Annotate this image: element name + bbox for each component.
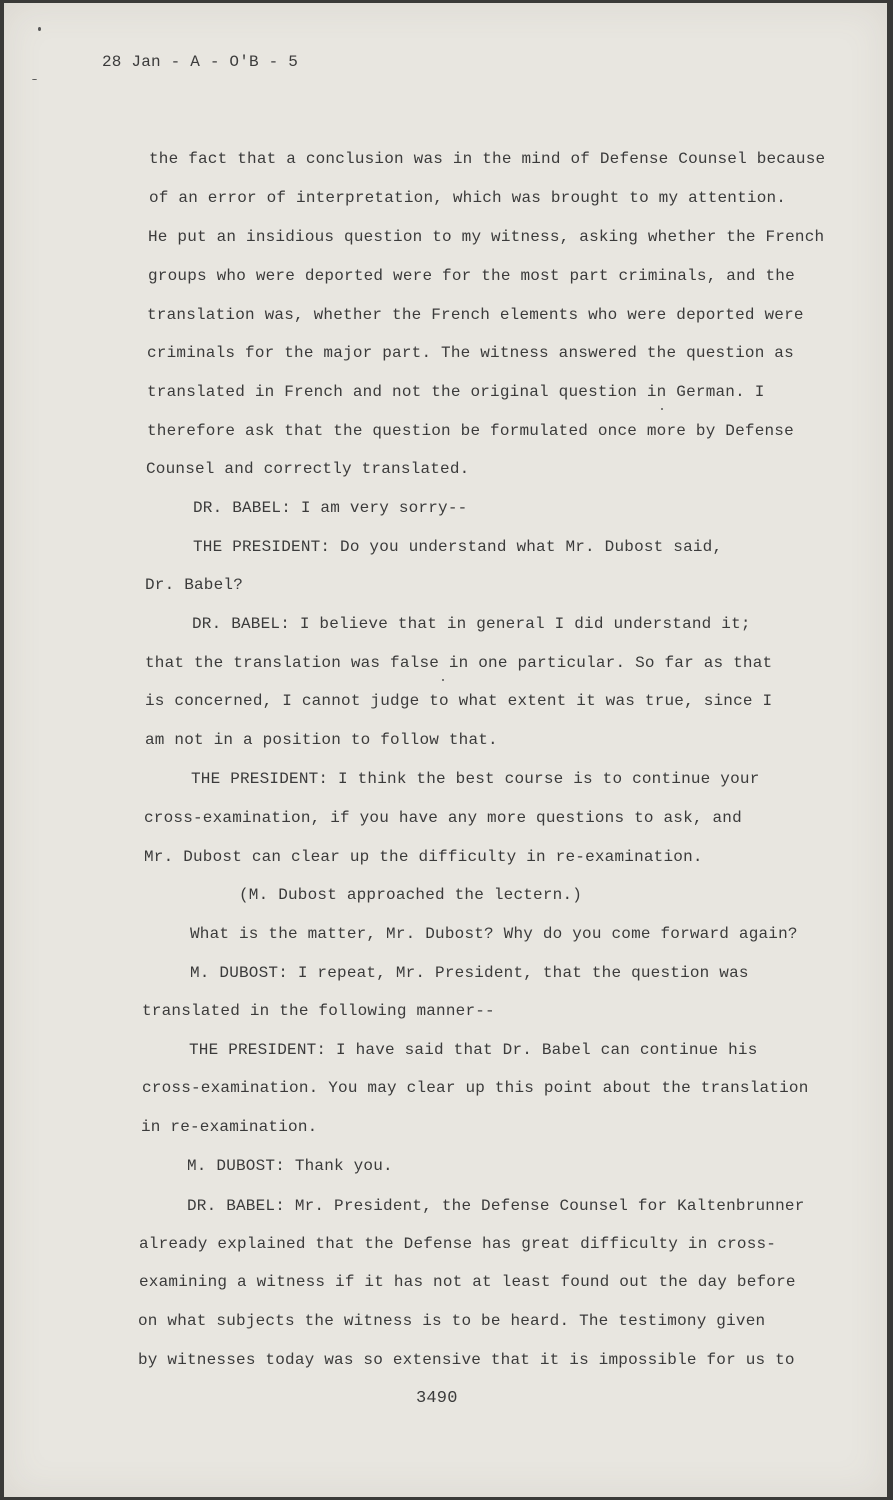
text-line: by witnesses today was so extensive that it is impossible for us to [138, 1351, 795, 1369]
text-line: THE PRESIDENT: Do you understand what Mr. Dubost said, [193, 538, 723, 556]
text-line: am not in a position to follow that. [145, 731, 498, 749]
text-line: the fact that a conclusion was in the mind of Defense Counsel because [149, 150, 826, 168]
text-line: cross-examination. You may clear up this point about the translation [142, 1079, 809, 1097]
ink-speck [661, 408, 663, 410]
text-line: DR. BABEL: I believe that in general I did understand it; [192, 615, 751, 633]
text-line: M. DUBOST: I repeat, Mr. President, that the question was [190, 964, 749, 982]
text-line: is concerned, I cannot judge to what extent it was true, since I [145, 692, 773, 710]
page-number: 3490 [416, 1389, 458, 1408]
text-line: translated in French and not the original question in German. I [147, 383, 765, 401]
text-line: Counsel and correctly translated. [146, 460, 470, 478]
text-line: groups who were deported were for the most part criminals, and the [148, 267, 795, 285]
page-header: 28 Jan - A - O'B - 5 [102, 53, 299, 71]
text-line: of an error of interpretation, which was brought to my attention. [149, 189, 787, 207]
text-line: in re-examination. [141, 1118, 318, 1136]
text-line: cross-examination, if you have any more questions to ask, and [144, 809, 742, 827]
text-line: Dr. Babel? [145, 576, 244, 594]
text-line: M. DUBOST: Thank you. [187, 1157, 393, 1175]
text-line: translation was, whether the French elements who were deported were [147, 306, 804, 324]
text-line: on what subjects the witness is to be heard. The testimony given [138, 1312, 766, 1330]
text-line: already explained that the Defense has great difficulty in cross- [139, 1235, 777, 1253]
ink-speck [442, 679, 444, 681]
text-line: DR. BABEL: Mr. President, the Defense Counsel for Kaltenbrunner [187, 1197, 805, 1215]
text-line: What is the matter, Mr. Dubost? Why do you come forward again? [190, 925, 798, 943]
text-line: therefore ask that the question be formulated once more by Defense [147, 422, 794, 440]
ink-speck [32, 79, 37, 80]
text-line: Mr. Dubost can clear up the difficulty in re-examination. [144, 848, 703, 866]
text-line: that the translation was false in one particular. So far as that [145, 654, 773, 672]
text-line: He put an insidious question to my witness, asking whether the French [148, 228, 825, 246]
text-line: THE PRESIDENT: I have said that Dr. Babel can continue his [189, 1041, 758, 1059]
document-page [4, 3, 887, 1497]
text-line: translated in the following manner-- [142, 1002, 495, 1020]
text-line: criminals for the major part. The witness answered the question as [147, 344, 794, 362]
ink-speck [38, 27, 41, 31]
text-line: (M. Dubost approached the lectern.) [239, 886, 583, 904]
text-line: examining a witness if it has not at least found out the day before [139, 1273, 796, 1291]
text-line: THE PRESIDENT: I think the best course is to continue your [191, 770, 760, 788]
text-line: DR. BABEL: I am very sorry-- [193, 499, 468, 517]
